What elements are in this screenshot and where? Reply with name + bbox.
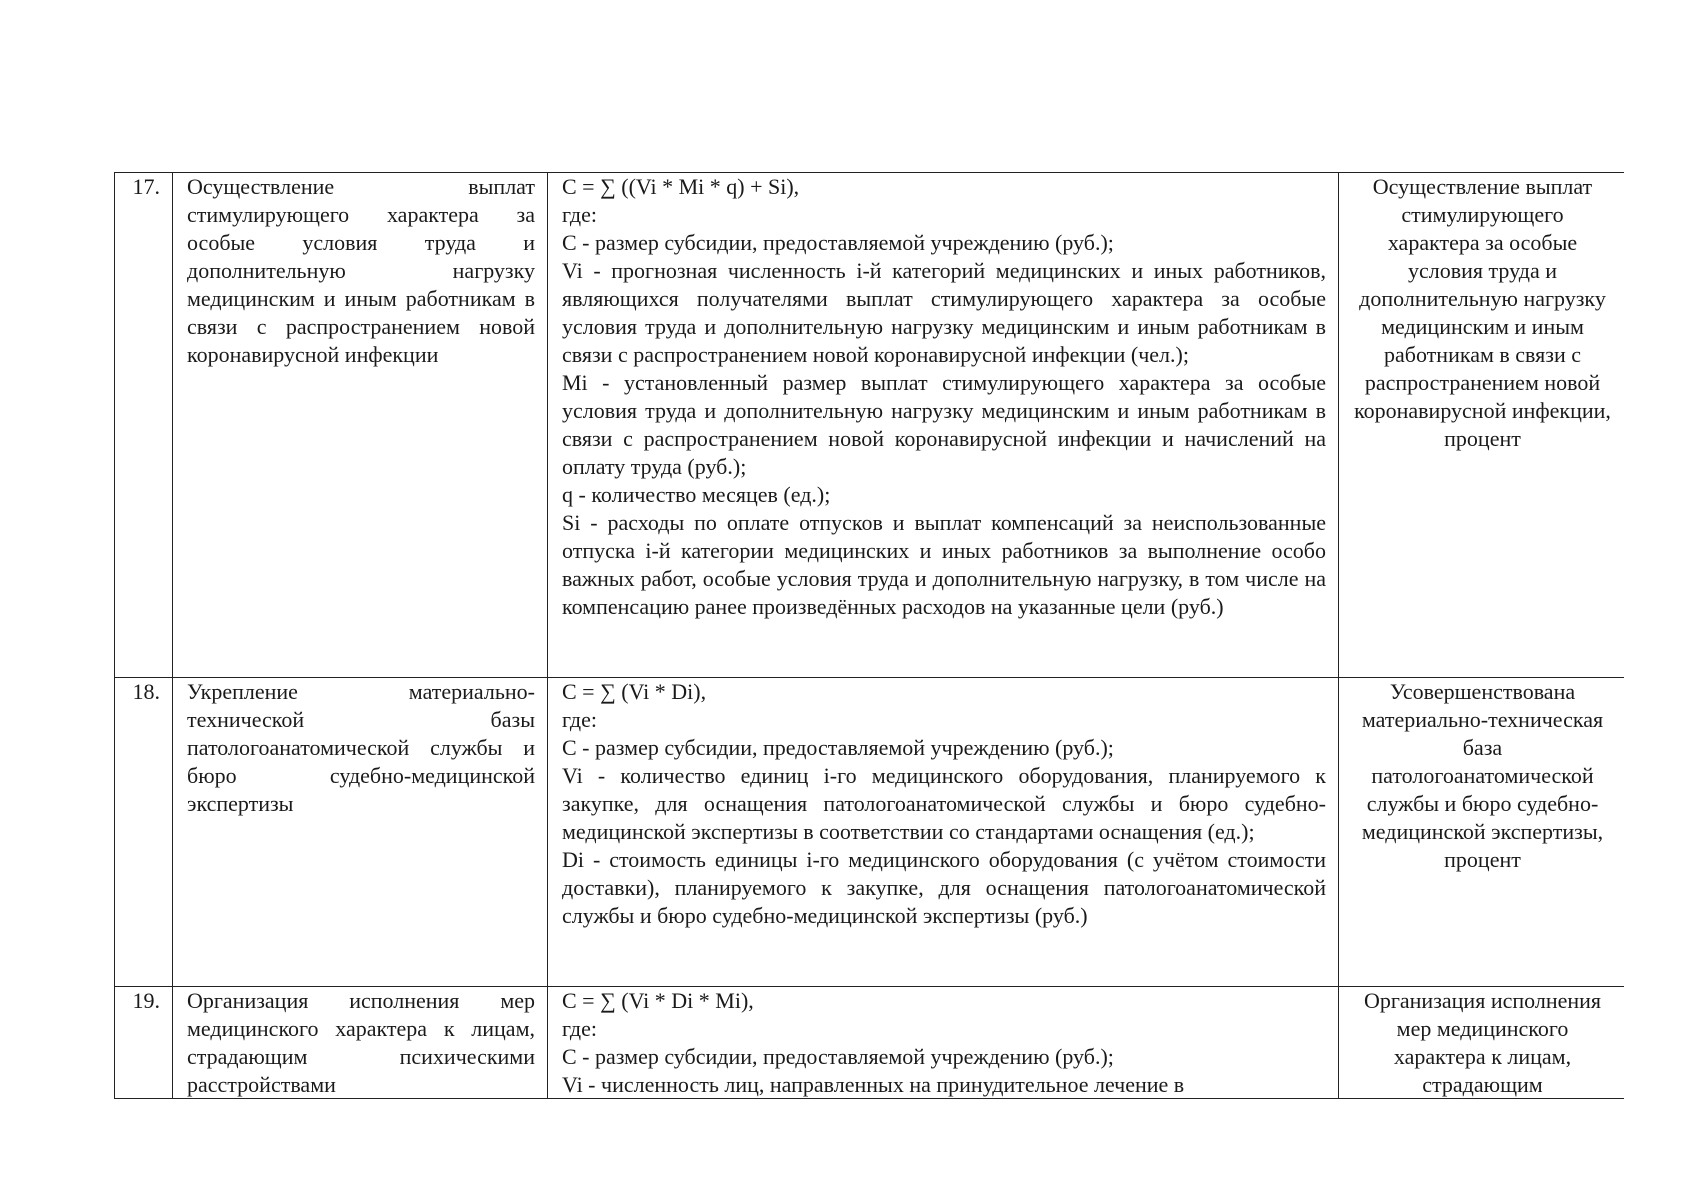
row-number: 17. bbox=[115, 173, 173, 678]
row-number: 18. bbox=[115, 678, 173, 987]
row-number: 19. bbox=[115, 987, 173, 1100]
formula-definition: C - размер субсидии, предоставляемой учреждению (руб.); bbox=[562, 1044, 1114, 1069]
formula-cell bbox=[548, 987, 1339, 1100]
result-indicator: Организация исполнения мер медицинского характера к лицам, страдающим bbox=[1339, 987, 1625, 1100]
formula-expression: C = ∑ (Vi * Di * Mi), bbox=[562, 988, 754, 1013]
formula-cell bbox=[548, 173, 1339, 678]
formula-where: где: bbox=[562, 707, 597, 732]
measure-title: Осуществление выплат стимулирующего характера за особые условия труда и дополнительную нагрузку медицинским и иным работникам в связи с распространением новой коронавирусной инфекции bbox=[173, 173, 548, 678]
formula-definition: q - количество месяцев (ед.); bbox=[562, 482, 831, 507]
formula-where: где: bbox=[562, 202, 597, 227]
formula-definition: C - размер субсидии, предоставляемой учреждению (руб.); bbox=[562, 230, 1114, 255]
table-row bbox=[115, 678, 1625, 987]
result-indicator: Усовершенствована материально-техническая база патологоанатомической службы и бюро судебно-медицинской экспертизы, процент bbox=[1339, 678, 1625, 987]
formula-definition: Mi - установленный размер выплат стимулирующего характера за особые условия труда и дополнительную нагрузку медицинским и иным работникам в связи с распространением новой коронавирусной инфекции и начислений на оплату труда (руб.); bbox=[562, 370, 1326, 479]
table-row bbox=[115, 173, 1625, 678]
subsidy-table bbox=[114, 172, 1624, 1099]
formula-expression: C = ∑ ((Vi * Mi * q) + Si), bbox=[562, 174, 800, 199]
formula-definition: Vi - численность лиц, направленных на принудительное лечение в bbox=[562, 1072, 1185, 1097]
document-page bbox=[114, 172, 1624, 1099]
formula-definition: Di - стоимость единицы i-го медицинского оборудования (с учётом стоимости доставки), планируемого к закупке, для оснащения патологоанатомической службы и бюро судебно-медицинской экспертизы (руб.) bbox=[562, 847, 1326, 928]
measure-title: Организация исполнения мер медицинского характера к лицам, страдающим психическими расстройствами bbox=[173, 987, 548, 1100]
table-row bbox=[115, 987, 1625, 1100]
formula-definition: Vi - прогнозная численность i-й категорий медицинских и иных работников, являющихся получателями выплат стимулирующего характера за особые условия труда и дополнительную нагрузку медицинским и иным работникам в связи с распространением новой коронавирусной инфекции (чел.); bbox=[562, 258, 1326, 367]
formula-definition: C - размер субсидии, предоставляемой учреждению (руб.); bbox=[562, 735, 1114, 760]
formula-definition: Si - расходы по оплате отпусков и выплат компенсаций за неиспользованные отпуска i-й категории медицинских и иных работников за выполнение особо важных работ, особые условия труда и дополнительную нагрузку, в том числе на компенсацию ранее произведённых расходов на указанные цели (руб.) bbox=[562, 510, 1326, 619]
result-indicator: Осуществление выплат стимулирующего характера за особые условия труда и дополнительную нагрузку медицинским и иным работникам в связи с распространением новой коронавирусной инфекции, процент bbox=[1339, 173, 1625, 678]
formula-where: где: bbox=[562, 1016, 597, 1041]
formula-definition: Vi - количество единиц i-го медицинского оборудования, планируемого к закупке, для оснащения патологоанатомической службы и бюро судебно-медицинской экспертизы в соответствии со стандартами оснащения (ед.); bbox=[562, 763, 1326, 844]
formula-cell bbox=[548, 678, 1339, 987]
formula-expression: C = ∑ (Vi * Di), bbox=[562, 679, 707, 704]
measure-title: Укрепление материально-технической базы патологоанатомической службы и бюро судебно-медицинской экспертизы bbox=[173, 678, 548, 987]
